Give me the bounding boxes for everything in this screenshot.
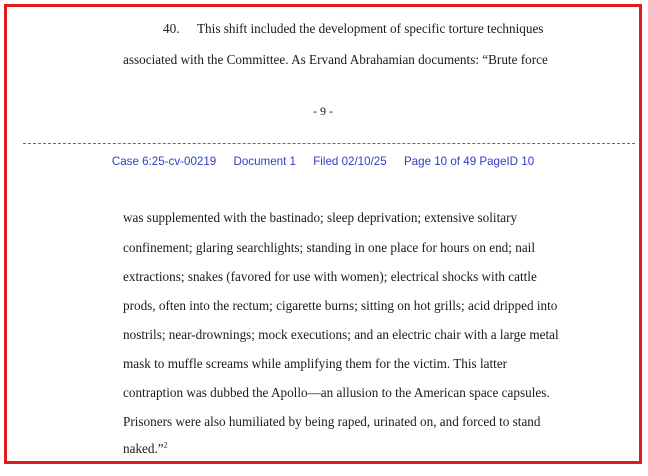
page-break-divider bbox=[23, 143, 635, 144]
filed-date: Filed 02/10/25 bbox=[313, 155, 387, 168]
body-line: extractions; snakes (favored for use with women); electrical shocks with cattle bbox=[123, 269, 537, 284]
paragraph-line-1: This shift included the development of specific torture techniques bbox=[197, 21, 544, 36]
body-last-line-text: naked.” bbox=[123, 441, 164, 456]
body-line: mask to muffle screams while amplifying them for the victim. This latter bbox=[123, 356, 508, 371]
page-info: Page 10 of 49 PageID 10 bbox=[403, 155, 535, 168]
body-line: Prisoners were also humiliated by being raped, urinated on, and forced to stand bbox=[123, 414, 541, 429]
body-line: contraption was dubbed the Apollo—an allusion to the American space capsules. bbox=[123, 385, 550, 400]
document-frame bbox=[4, 4, 642, 464]
body-line: confinement; glaring searchlights; standing in one place for hours on end; nail bbox=[123, 240, 535, 255]
case-header bbox=[7, 155, 639, 168]
case-number: Case 6:25-cv-00219 bbox=[111, 155, 217, 168]
body-last-line bbox=[123, 441, 168, 457]
paragraph-line-2: associated with the Committee. As Ervand Abrahamian documents: “Brute force bbox=[123, 52, 548, 67]
paragraph-number: 40. bbox=[163, 21, 180, 36]
body-line: prods, often into the rectum; cigarette burns; sitting on hot grills; acid dripped into bbox=[123, 298, 558, 313]
document-number: Document 1 bbox=[233, 155, 296, 168]
footnote-marker[interactable]: 2 bbox=[163, 440, 168, 450]
body-line: was supplemented with the bastinado; sleep deprivation; extensive solitary bbox=[123, 210, 518, 225]
page-number: - 9 - bbox=[313, 104, 333, 118]
body-line: nostrils; near-drownings; mock executions; and an electric chair with a large metal bbox=[123, 327, 559, 342]
